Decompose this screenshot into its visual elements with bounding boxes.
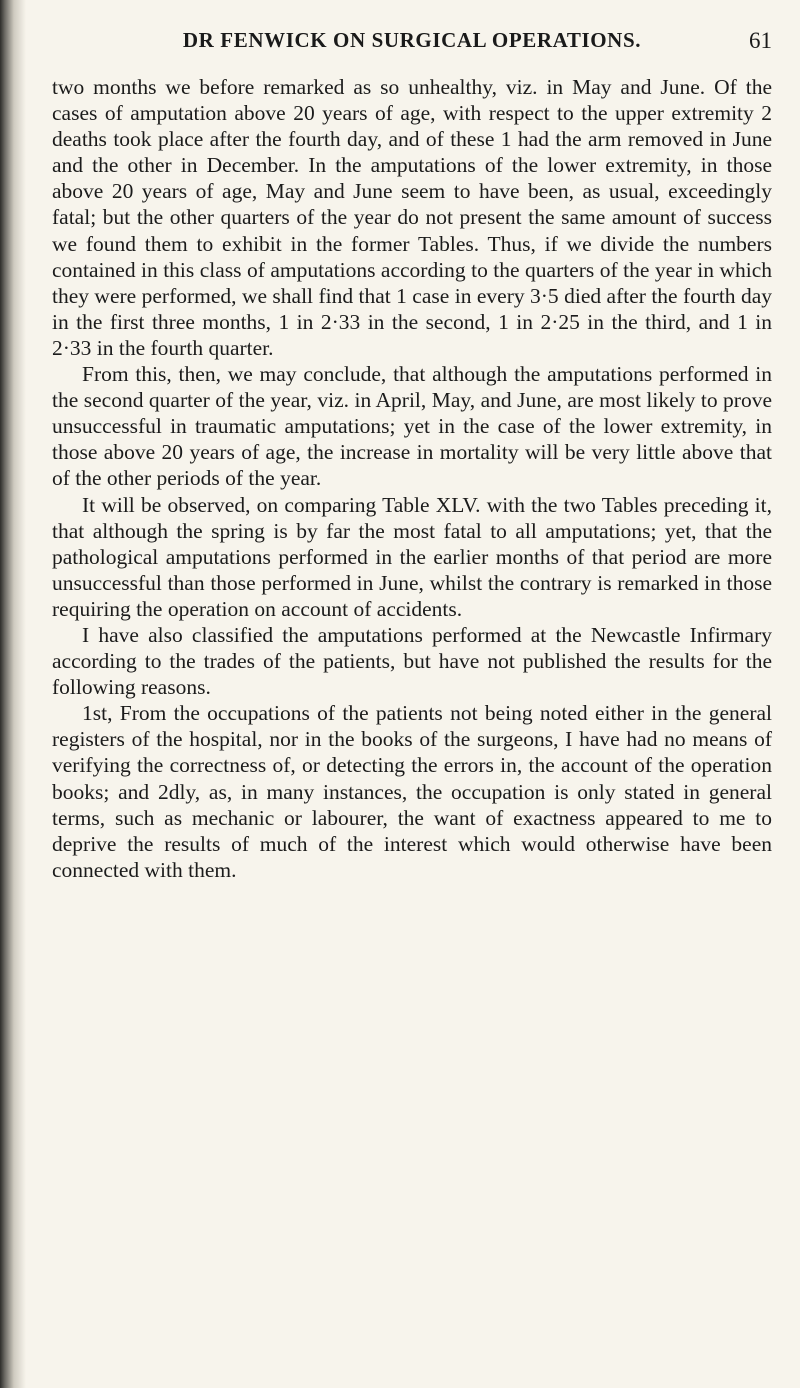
paragraph: I have also classified the amputations performed at the Newcastle Infirmary according to the trades of the patients, but have not published the results for the following reasons. <box>52 622 772 700</box>
paragraph: two months we before remarked as so unhealthy, viz. in May and June. Of the cases of amputation above 20 years of age, with respect to the upper extremity 2 deaths took place after the fourth day, and of these 1 had the arm removed in June and the other in December. In the amputations of the lower extremity, in those above 20 years of age, May and June seem to have been, as usual, exceedingly fatal; but the other quarters of the year do not present the same amount of success we found them to exhibit in the former Tables. Thus, if we divide the numbers contained in this class of amputations according to the quarters of the year in which they were performed, we shall find that 1 case in every 3·5 died after the fourth day in the first three months, 1 in 2·33 in the second, 1 in 2·25 in the third, and 1 in 2·33 in the fourth quarter. <box>52 75 772 360</box>
page-number: 61 <box>749 28 772 53</box>
running-head <box>52 28 772 60</box>
paragraph: It will be observed, on comparing Table XLV. with the two Tables preceding it, that although the spring is by far the most fatal to all amputations; yet, that the pathological amputations performed in the earlier months of that period are more unsuccessful than those performed in June, whilst the contrary is remarked in those requiring the operation on account of accidents. <box>52 492 772 621</box>
paragraph: 1st, From the occupations of the patients not being noted either in the general registers of the hospital, nor in the books of the surgeons, I have had no means of verifying the correctness of, or detecting the errors in, the account of the operation books; and 2dly, as, in many instances, the occupation is only stated in general terms, such as mechanic or labourer, the want of exactness appeared to me to deprive the results of much of the interest which would otherwise have been connected with them. <box>52 701 772 882</box>
binding-gutter-shadow <box>0 0 26 1388</box>
paragraph: From this, then, we may conclude, that although the amputations performed in the second quarter of the year, viz. in April, May, and June, are most likely to prove unsuccessful in traumatic amputations; yet in the case of the lower extremity, in those above 20 years of age, the increase in mortality will be very little above that of the other periods of the year. <box>52 362 772 491</box>
body-text <box>52 74 772 883</box>
running-title: DR FENWICK ON SURGICAL OPERATIONS. <box>182 28 642 52</box>
